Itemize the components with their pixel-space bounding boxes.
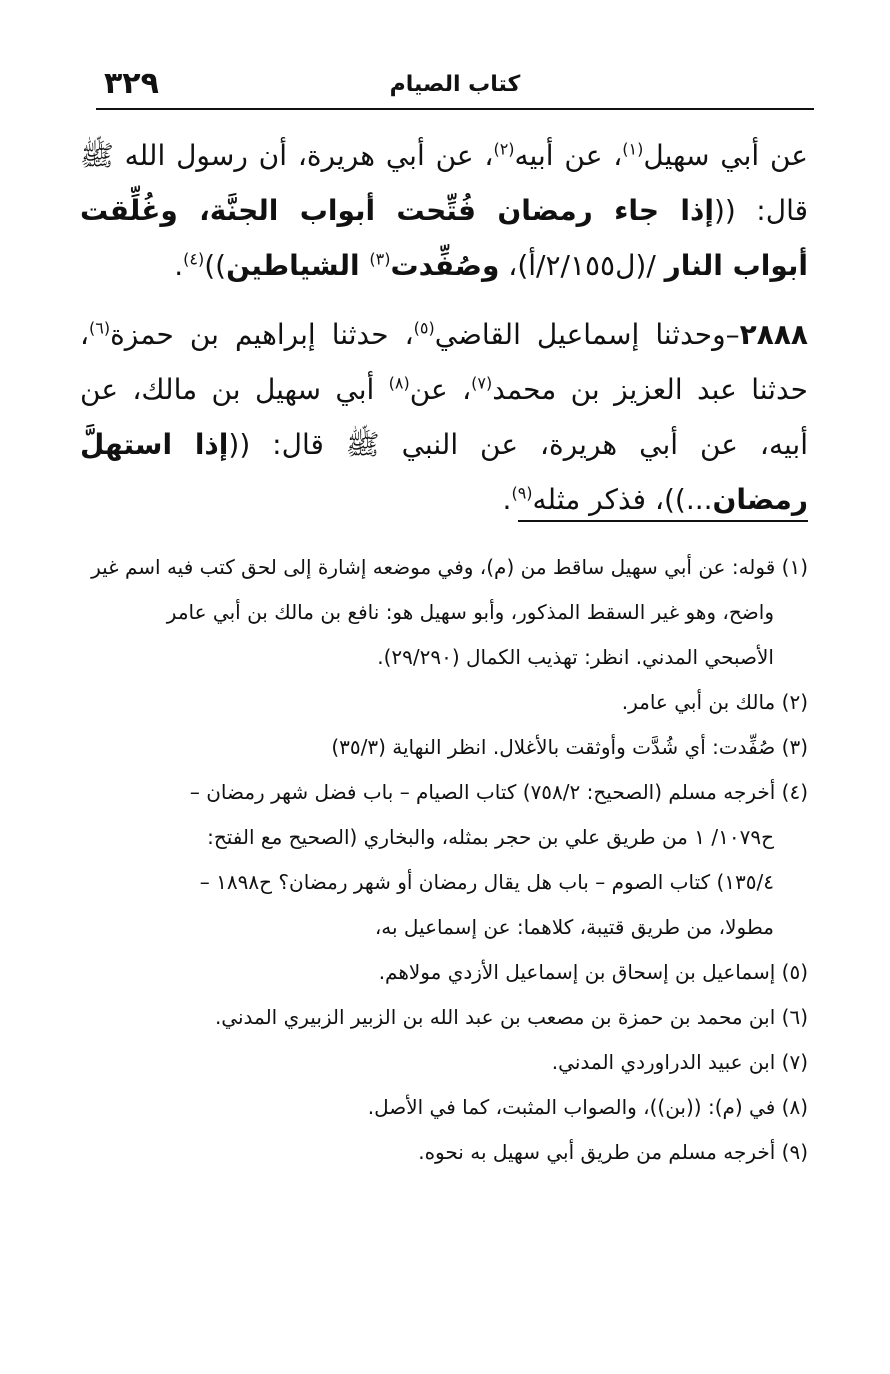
footnote-ref-5: (٥) [413, 318, 435, 338]
page-number: ٣٢٩ [104, 66, 159, 101]
text-run: ...))، فذكر مثله [532, 483, 713, 516]
footnote-1-continuation: الأصبحي المدني. انظر: تهذيب الكمال (٢٩/٢٩٠). [377, 645, 774, 669]
text-run: أبي سهيل بن مالك، عن أبيه، عن أبي هريرة، عن النبي ﷺ قال: (( [80, 373, 808, 461]
paragraph-hadith-1 [80, 128, 808, 293]
footnotes [80, 545, 808, 1175]
footnote-ref-7: (٧) [471, 373, 493, 393]
footnote-ref-6: (٦) [89, 318, 111, 338]
footnote-4-continuation: مطولا، من طريق قتيبة، كلاهما: عن إسماعيل به، [374, 915, 774, 939]
footnote-divider [518, 520, 808, 522]
footnote-1: (١) قوله: عن أبي سهيل ساقط من (م)، وفي موضعه إشارة إلى لحق كتب فيه اسم غير [91, 555, 808, 579]
text-run: . [502, 483, 512, 516]
footnote-8: (٨) في (م): ((بن))، والصواب المثبت، كما في الأصل. [367, 1095, 808, 1119]
paragraph-hadith-2888 [80, 307, 808, 527]
footnote-5: (٥) إسماعيل بن إسحاق بن إسماعيل الأزدي مولاهم. [378, 960, 808, 984]
text-run: /(ل٢/١٥٥/أ)، [499, 249, 665, 282]
text-run: عن أبي سهيل [643, 139, 808, 172]
chapter-title: كتاب الصيام [389, 72, 521, 97]
footnote-ref-1: (١) [622, 139, 644, 159]
hadith-number: ٢٨٨٨ [739, 318, 808, 351]
footnote-ref-8: (٨) [388, 373, 410, 393]
footnote-ref-2: (٢) [493, 139, 515, 159]
footnote-ref-3: (٣) [369, 249, 391, 269]
footnote-6: (٦) ابن محمد بن حمزة بن مصعب بن عبد الله بن الزبير الزبيري المدني. [214, 1005, 808, 1029]
text-run: –وحدثنا إسماعيل القاضي [434, 318, 740, 351]
footnote-7: (٧) ابن عبيد الدراوردي المدني. [551, 1050, 808, 1074]
text-run: )) [204, 249, 227, 282]
text-run: ، حدثنا إبراهيم بن حمزة [110, 318, 414, 351]
footnote-4-continuation: ١٣٥/٤) كتاب الصوم – باب هل يقال رمضان أو شهر رمضان؟ ح١٨٩٨ – [199, 870, 774, 894]
text-run: ، عن [409, 373, 472, 406]
text-run: ، حدثنا عبد العزيز بن محمد [80, 318, 808, 406]
footnote-3: (٣) صُفِّدت: أي شُدَّت وأوثقت بالأغلال. انظر النهاية (٣٥/٣) [331, 735, 808, 759]
footnote-4: (٤) أخرجه مسلم (الصحيح: ٧٥٨/٢) كتاب الصيام – باب فضل شهر رمضان – [189, 780, 808, 804]
text-run: ، عن أبي هريرة، أن رسول الله ﷺ قال: (( [80, 139, 808, 227]
footnote-ref-9: (٩) [511, 483, 533, 503]
footnote-1-continuation: واضح، وهو غير السقط المذكور، وأبو سهيل هو: نافع بن مالك بن أبي عامر [166, 600, 774, 624]
running-header [96, 64, 814, 110]
footnote-9: (٩) أخرجه مسلم من طريق أبي سهيل به نحوه. [418, 1140, 808, 1164]
hadith-text-bold: الشياطين [226, 249, 370, 282]
main-text [80, 128, 808, 527]
hadith-text-bold: إذا استهلَّ رمضان [80, 428, 808, 516]
footnote-2: (٢) مالك بن أبي عامر. [621, 690, 808, 714]
footnote-ref-4: (٤) [183, 249, 205, 269]
footnote-4-continuation: ح١٠٧٩/ ١ من طريق علي بن حجر بمثله، والبخاري (الصحيح مع الفتح: [207, 825, 774, 849]
text-run: . [174, 249, 184, 282]
text-run: ، عن أبيه [514, 139, 623, 172]
hadith-text-bold: إذا جاء رمضان فُتِّحت أبواب الجنَّة، وغُلِّقت أبواب النار [80, 194, 808, 282]
hadith-text-bold: وصُفِّدت [390, 249, 500, 282]
